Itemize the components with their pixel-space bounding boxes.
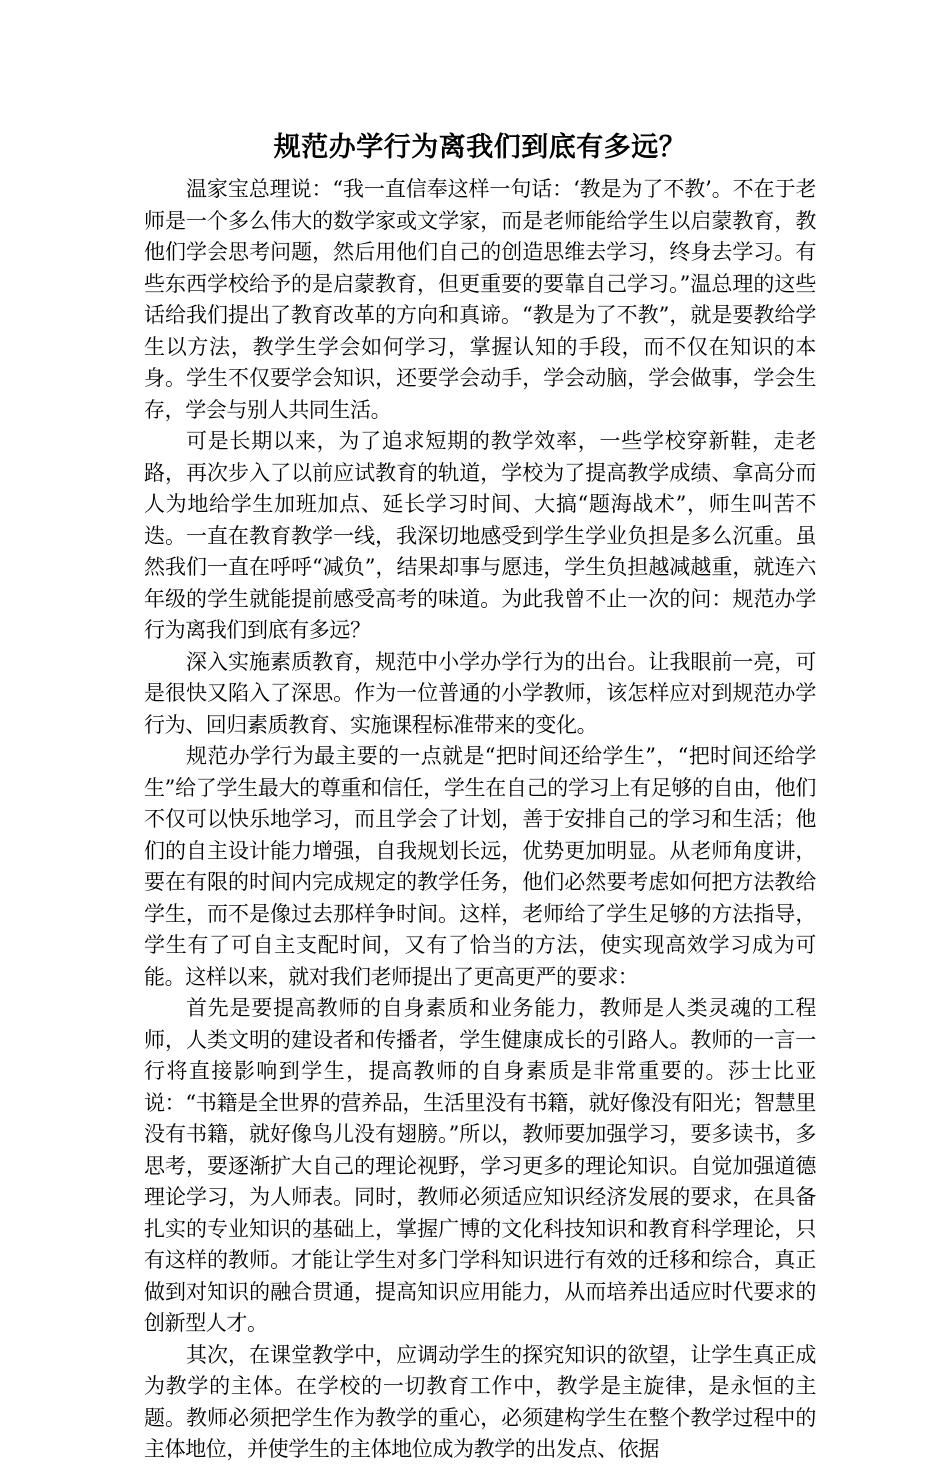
- paragraph: 规范办学行为最主要的一点就是“把时间还给学生”，“把时间还给学生”给了学生最大的尊重和信任，学生在自己的学习上有足够的自由，他们不仅可以快乐地学习，而且学会了计划，善于安排自己的学习和生活；他们的自主设计能力增强，自我规划长远，优势更加明显。从老师角度讲，要在有限的时间内完成规定的教学任务，他们必然要考虑如何把方法教给学生，而不是像过去那样争时间。这样，老师给了学生足够的方法指导，学生有了可自主支配时间，又有了恰当的方法，使实现高效学习成为可能。这样以来，就对我们老师提出了更高更严的要求：: [144, 744, 816, 989]
- document-title: 规范办学行为离我们到底有多远？: [273, 132, 687, 163]
- paragraph: 首先是要提高教师的自身素质和业务能力，教师是人类灵魂的工程师，人类文明的建设者和传播者，学生健康成长的引路人。教师的一言一行将直接影响到学生，提高教师的自身素质是非常重要的。莎士比亚说：“书籍是全世界的营养品，生活里没有书籍，就好像没有阳光；智慧里没有书籍，就好像鸟儿没有翅膀。”所以，教师要加强学习，要多读书，多思考，要逐渐扩大自己的理论视野，学习更多的理论知识。自觉加强道德理论学习，为人师表。同时，教师必须适应知识经济发展的要求，在具备扎实的专业知识的基础上，掌握广博的文化科技知识和教育科学理论，只有这样的教师。才能让学生对多门学科知识进行有效的迁移和综合，真正做到对知识的融合贯通，提高知识应用能力，从而培养出适应时代要求的创新型人才。: [144, 996, 816, 1335]
- paragraph: 温家宝总理说：“我一直信奉这样一句话：‘教是为了不教’。不在于老师是一个多么伟大的数学家或文学家，而是老师能给学生以启蒙教育，教他们学会思考问题，然后用他们自己的创造思维去学习，终身去学习。有些东西学校给予的是启蒙教育，但更重要的要靠自己学习。”温总理的这些话给我们提出了教育改革的方向和真谛。“教是为了不教”，就是要教给学生以方法，教学生学会如何学习，掌握认知的手段，而不仅在知识的本身。学生不仅要学会知识，还要学会动手，学会动脑，学会做事，学会生存，学会与别人共同生活。: [144, 177, 816, 422]
- document-page: [144, 128, 816, 1466]
- paragraph: 深入实施素质教育，规范中小学办学行为的出台。让我眼前一亮，可是很快又陷入了深思。作为一位普通的小学教师，该怎样应对到规范办学行为、回归素质教育、实施课程标准带来的变化。: [144, 649, 816, 737]
- paragraph: 可是长期以来，为了追求短期的教学效率，一些学校穿新鞋，走老路，再次步入了以前应试教育的轨道，学校为了提高教学成绩、拿高分而人为地给学生加班加点、延长学习时间、大搞“题海战术”，师生叫苦不迭。一直在教育教学一线，我深切地感受到学生学业负担是多么沉重。虽然我们一直在呼呼“减负”，结果却事与愿违，学生负担越减越重，就连六年级的学生就能提前感受高考的味道。为此我曾不止一次的问：规范办学行为离我们到底有多远？: [144, 429, 816, 642]
- paragraph: 其次，在课堂教学中，应调动学生的探究知识的欲望，让学生真正成为教学的主体。在学校的一切教育工作中，教学是主旋律，是永恒的主题。教师必须把学生作为教学的重心，必须建构学生在整个教学过程中的主体地位，并使学生的主体地位成为教学的出发点、依据: [144, 1342, 816, 1461]
